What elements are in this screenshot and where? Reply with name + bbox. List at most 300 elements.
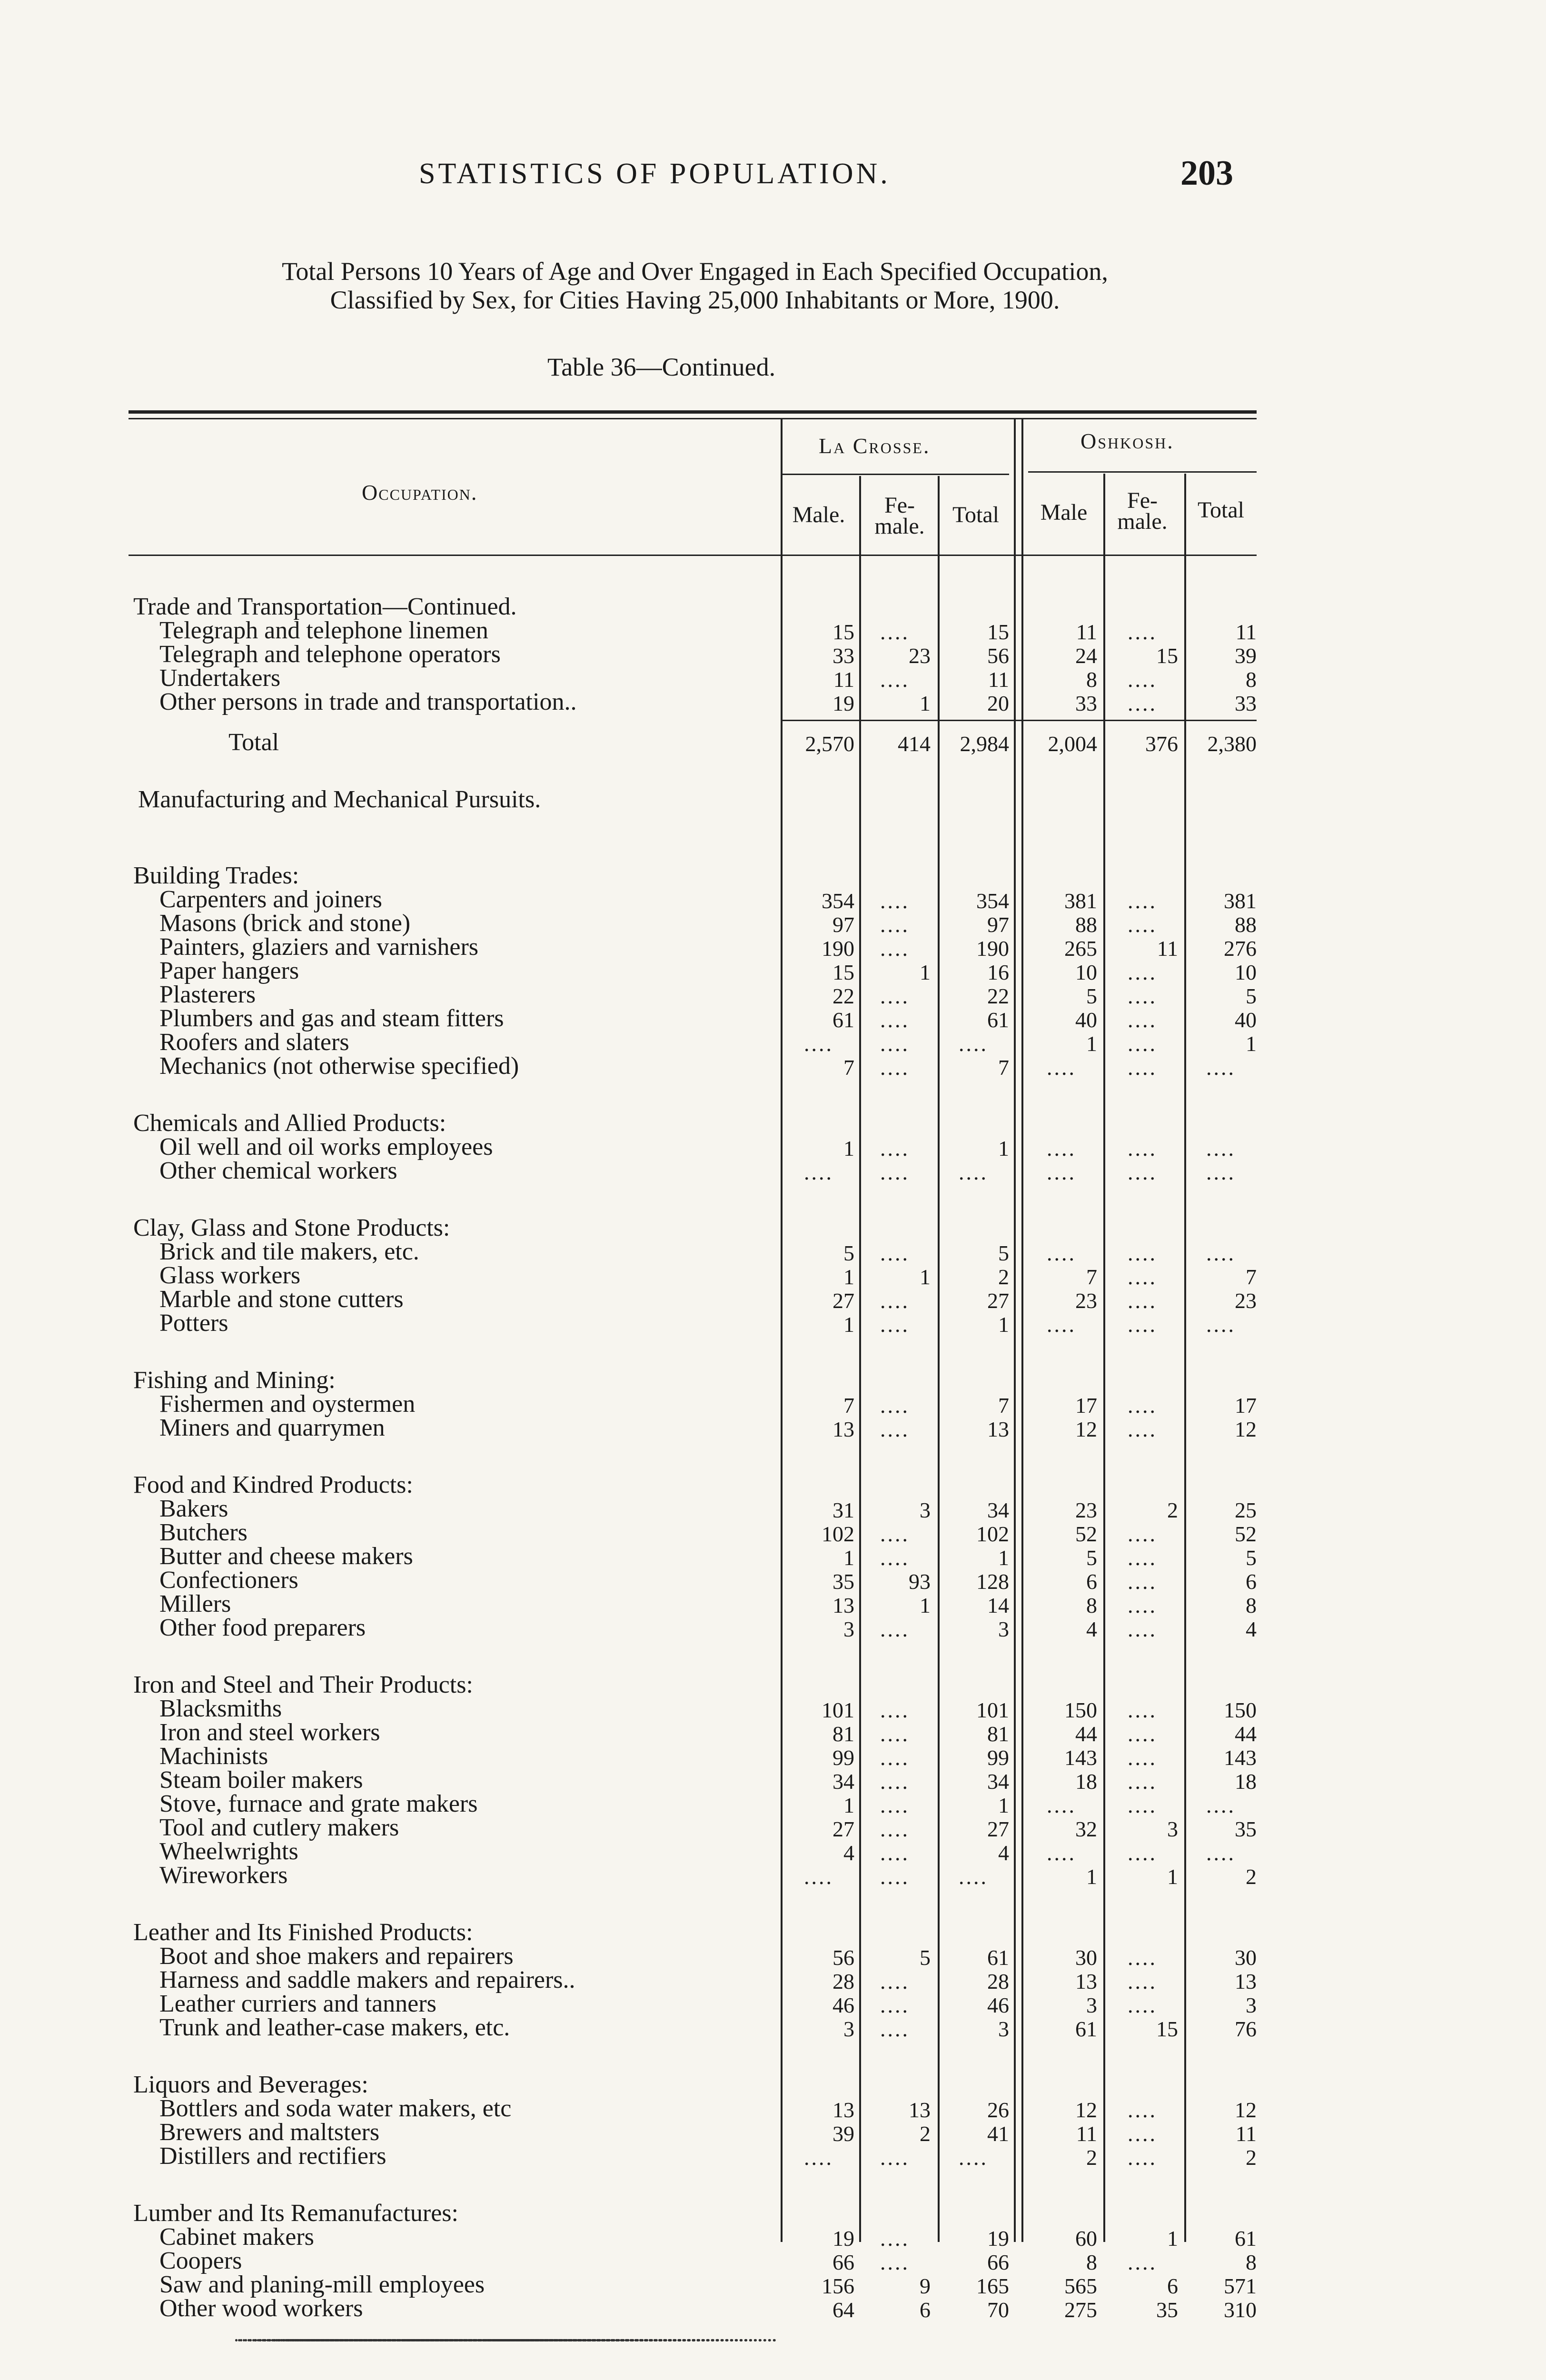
- table-cell: 13: [1075, 1969, 1097, 1993]
- table-row-label: Cabinet makers: [159, 2223, 314, 2251]
- table-cell: 31: [832, 1498, 854, 1522]
- table-row-label: Millers: [159, 1590, 231, 1617]
- table-cell: ....: [1128, 1241, 1157, 1265]
- column-divider: [781, 419, 783, 2242]
- table-row-label: Telegraph and telephone linemen: [159, 617, 488, 644]
- table-cell: 22: [987, 984, 1009, 1008]
- table-cell: 165: [976, 2274, 1009, 2298]
- table-cell: ....: [1128, 1160, 1157, 1184]
- table-cell: 1: [1246, 1031, 1257, 1056]
- table-cell: 46: [987, 1993, 1009, 2017]
- table-cell: 3: [1086, 1993, 1097, 2017]
- total-rule: [781, 720, 1257, 721]
- table-cell: 15: [987, 620, 1009, 644]
- table-cell: ....: [1128, 2145, 1157, 2170]
- table-cell: 97: [832, 912, 854, 937]
- table-cell: 1: [920, 1265, 931, 1289]
- table-cell: 5: [998, 1241, 1009, 1265]
- city-underline-1: [781, 474, 1009, 475]
- table-cell: 52: [1235, 1522, 1257, 1546]
- table-cell: ....: [1128, 1593, 1157, 1617]
- table-cell: 34: [987, 1498, 1009, 1522]
- table-row-label: Saw and planing-mill employees: [159, 2271, 485, 2298]
- table-cell: 28: [832, 1969, 854, 1993]
- table-cell: 15: [1156, 644, 1178, 668]
- table-row-label: Butchers: [159, 1519, 248, 1546]
- table-cell: 32: [1075, 1817, 1097, 1841]
- header-bottom-rule: [129, 555, 1257, 556]
- table-cell: ....: [880, 667, 910, 692]
- table-row-label: Harness and saddle makers and repairers..: [159, 1966, 575, 1993]
- table-cell: 5: [920, 1945, 931, 1970]
- table-cell: ....: [959, 1160, 988, 1184]
- table-row-label: Trunk and leather-case makers, etc.: [159, 2014, 510, 2041]
- table-cell: ....: [1128, 2098, 1157, 2122]
- table-cell: ....: [880, 1241, 910, 1265]
- table-cell: ....: [959, 1031, 988, 1056]
- table-cell: 7: [998, 1055, 1009, 1080]
- table-cell: ....: [1128, 1312, 1157, 1337]
- table-cell: ....: [880, 1817, 910, 1841]
- table-cell: 2,984: [960, 732, 1009, 756]
- table-cell: ....: [880, 1993, 910, 2017]
- table-cell: ....: [1047, 1841, 1076, 1865]
- table-cell: ....: [1128, 1546, 1157, 1570]
- table-cell: ....: [880, 1393, 910, 1418]
- table-cell: 20: [987, 691, 1009, 715]
- table-row-label: Bottlers and soda water makers, etc: [159, 2095, 512, 2122]
- table-cell: ....: [1128, 620, 1157, 644]
- table-cell: 10: [1235, 960, 1257, 984]
- table-cell: 354: [822, 889, 854, 913]
- table-cell: ....: [880, 1160, 910, 1184]
- table-cell: ....: [1206, 1312, 1236, 1337]
- table-cell: ....: [1128, 1722, 1157, 1746]
- table-cell: 8: [1086, 1593, 1097, 1617]
- table-cell: 2,004: [1048, 732, 1097, 756]
- column-group-la-crosse: La Crosse.: [819, 434, 931, 458]
- section-heading: Clay, Glass and Stone Products:: [133, 1214, 450, 1241]
- table-cell: 11: [1235, 620, 1257, 644]
- table-cell: ....: [1206, 1241, 1236, 1265]
- table-row-label: Oil well and oil works employees: [159, 1133, 493, 1160]
- table-cell: 6: [1086, 1569, 1097, 1594]
- table-cell: 1: [843, 1312, 854, 1337]
- table-cell: 1: [920, 1593, 931, 1617]
- table-cell: 9: [920, 2274, 931, 2298]
- table-row-label: Other persons in trade and transportation..: [159, 688, 577, 715]
- header-lacrosse-total: Total: [952, 502, 999, 527]
- table-cell: ....: [880, 2250, 910, 2274]
- table-cell: 61: [987, 1008, 1009, 1032]
- table-cell: ....: [1128, 1055, 1157, 1080]
- table-cell: ....: [880, 1055, 910, 1080]
- table-cell: 381: [1064, 889, 1097, 913]
- table-row-label: Plasterers: [159, 981, 256, 1008]
- column-divider: [1014, 419, 1016, 2242]
- table-cell: 23: [1075, 1498, 1097, 1522]
- table-cell: 76: [1235, 2017, 1257, 2041]
- table-row-label: Other chemical workers: [159, 1157, 397, 1184]
- table-row-label: Telegraph and telephone operators: [159, 641, 501, 668]
- table-row-label: Wireworkers: [159, 1862, 288, 1889]
- table-cell: 354: [976, 889, 1009, 913]
- table-cell: ....: [1128, 2122, 1157, 2146]
- table-cell: 66: [987, 2250, 1009, 2274]
- table-cell: 19: [832, 2226, 854, 2251]
- table-cell: ....: [1128, 1769, 1157, 1794]
- table-caption: [124, 257, 1266, 314]
- table-cell: 2: [1246, 1864, 1257, 1889]
- top-thin-rule: [129, 418, 1257, 419]
- table-row-label: Painters, glaziers and varnishers: [159, 933, 479, 961]
- table-cell: ....: [880, 1745, 910, 1770]
- header-oshkosh-male: Male: [1040, 500, 1088, 525]
- table-row-label: Marble and stone cutters: [159, 1286, 404, 1313]
- table-cell: 1: [1167, 1864, 1178, 1889]
- table-cell: ....: [804, 2145, 833, 2170]
- table-cell: 70: [987, 2298, 1009, 2322]
- table-cell: ....: [1128, 1265, 1157, 1289]
- table-cell: 2: [998, 1265, 1009, 1289]
- table-cell: 12: [1075, 2098, 1097, 2122]
- table-cell: 18: [1235, 1769, 1257, 1794]
- table-cell: 2: [920, 2122, 931, 2146]
- table-cell: ....: [1128, 1745, 1157, 1770]
- table-cell: ....: [1128, 1522, 1157, 1546]
- header-lacrosse-male: Male.: [792, 502, 845, 527]
- table-cell: ....: [1128, 667, 1157, 692]
- table-cell: 1: [843, 1793, 854, 1817]
- table-row-label: Masons (brick and stone): [159, 910, 411, 937]
- table-row-label: Miners and quarrymen: [159, 1414, 385, 1441]
- table-cell: 571: [1224, 2274, 1257, 2298]
- table-cell: 414: [898, 732, 931, 756]
- table-cell: 101: [976, 1698, 1009, 1722]
- table-cell: ....: [880, 1841, 910, 1865]
- table-cell: ....: [1128, 1289, 1157, 1313]
- section-heading: Building Trades:: [133, 862, 299, 889]
- table-cell: 34: [832, 1769, 854, 1794]
- table-cell: 41: [987, 2122, 1009, 2146]
- table-cell: 22: [832, 984, 854, 1008]
- table-cell: ....: [880, 936, 910, 961]
- table-cell: 33: [1075, 691, 1097, 715]
- table-cell: 34: [987, 1769, 1009, 1794]
- table-cell: ....: [880, 1617, 910, 1641]
- table-cell: ....: [1128, 1945, 1157, 1970]
- table-cell: 11: [833, 667, 854, 692]
- table-cell: ....: [880, 1031, 910, 1056]
- total-row-label: Total: [228, 729, 279, 756]
- table-cell: 15: [832, 960, 854, 984]
- table-cell: 99: [987, 1745, 1009, 1770]
- table-cell: 13: [909, 2098, 931, 2122]
- table-cell: 27: [832, 1289, 854, 1313]
- table-cell: 27: [987, 1289, 1009, 1313]
- table-cell: ....: [1128, 1417, 1157, 1441]
- table-cell: ....: [880, 912, 910, 937]
- table-cell: ....: [880, 984, 910, 1008]
- table-cell: 3: [1246, 1993, 1257, 2017]
- table-cell: 46: [832, 1993, 854, 2017]
- column-divider: [1021, 419, 1023, 2242]
- table-cell: ....: [1128, 912, 1157, 937]
- column-divider: [1103, 474, 1105, 2242]
- table-cell: 13: [1235, 1969, 1257, 1993]
- table-cell: ....: [1128, 1008, 1157, 1032]
- table-cell: 56: [832, 1945, 854, 1970]
- table-cell: ....: [1128, 2250, 1157, 2274]
- table-row-label: Fishermen and oystermen: [159, 1390, 416, 1418]
- table-cell: 8: [1246, 667, 1257, 692]
- table-cell: 5: [1086, 1546, 1097, 1570]
- table-row-label: Carpenters and joiners: [159, 886, 382, 913]
- table-cell: 3: [998, 2017, 1009, 2041]
- table-cell: ....: [880, 1289, 910, 1313]
- table-cell: 61: [832, 1008, 854, 1032]
- table-cell: 1: [1167, 2226, 1178, 2251]
- table-cell: 33: [832, 644, 854, 668]
- table-cell: ....: [880, 1312, 910, 1337]
- table-cell: 5: [1246, 1546, 1257, 1570]
- table-cell: 7: [843, 1055, 854, 1080]
- table-cell: ....: [880, 1722, 910, 1746]
- table-cell: 7: [1086, 1265, 1097, 1289]
- table-cell: 64: [832, 2298, 854, 2322]
- table-cell: 97: [987, 912, 1009, 937]
- table-cell: 66: [832, 2250, 854, 2274]
- table-row-label: Iron and steel workers: [159, 1719, 380, 1746]
- table-row-label: Brick and tile makers, etc.: [159, 1238, 419, 1265]
- table-cell: 35: [1235, 1817, 1257, 1841]
- table-cell: 56: [987, 644, 1009, 668]
- table-cell: 2,570: [805, 732, 854, 756]
- header-oshkosh-total: Total: [1198, 497, 1244, 523]
- section-heading: Food and Kindred Products:: [133, 1471, 413, 1498]
- table-cell: 3: [1167, 1817, 1178, 1841]
- table-cell: 3: [843, 2017, 854, 2041]
- table-cell: 33: [1235, 691, 1257, 715]
- running-title: STATISTICS OF POPULATION.: [419, 158, 891, 190]
- table-cell: 8: [1246, 1593, 1257, 1617]
- table-cell: ....: [1128, 1569, 1157, 1594]
- table-row-label: Plumbers and gas and steam fitters: [159, 1005, 504, 1032]
- table-cell: ....: [1128, 1969, 1157, 1993]
- table-cell: 35: [832, 1569, 854, 1594]
- table-cell: ....: [880, 889, 910, 913]
- table-cell: 4: [1246, 1617, 1257, 1641]
- table-cell: ....: [1047, 1793, 1076, 1817]
- table-cell: 3: [998, 1617, 1009, 1641]
- table-cell: 39: [832, 2122, 854, 2146]
- table-cell: 276: [1224, 936, 1257, 961]
- table-cell: 19: [987, 2226, 1009, 2251]
- table-row-label: Distillers and rectifiers: [159, 2142, 386, 2170]
- table-cell: 88: [1075, 912, 1097, 937]
- table-cell: 4: [1086, 1617, 1097, 1641]
- table-cell: ....: [1128, 1031, 1157, 1056]
- table-cell: ....: [1128, 889, 1157, 913]
- table-cell: 5: [843, 1241, 854, 1265]
- table-cell: 11: [988, 667, 1009, 692]
- table-cell: 2,380: [1207, 732, 1257, 756]
- table-cell: 101: [822, 1698, 854, 1722]
- table-row-label: Butter and cheese makers: [159, 1543, 413, 1570]
- table-cell: 11: [1157, 936, 1178, 961]
- table-cell: 102: [976, 1522, 1009, 1546]
- table-row-label: Bakers: [159, 1495, 228, 1522]
- table-cell: ....: [1206, 1055, 1236, 1080]
- table-row-label: Tool and cutlery makers: [159, 1814, 399, 1841]
- table-cell: 376: [1145, 732, 1178, 756]
- table-cell: 15: [1156, 2017, 1178, 2041]
- table-cell: ....: [1128, 1617, 1157, 1641]
- table-cell: 102: [822, 1522, 854, 1546]
- table-cell: ....: [1128, 1841, 1157, 1865]
- table-cell: 12: [1075, 1417, 1097, 1441]
- table-cell: 1: [843, 1546, 854, 1570]
- table-cell: 18: [1075, 1769, 1097, 1794]
- table-cell: 23: [1075, 1289, 1097, 1313]
- table-cell: ....: [880, 1769, 910, 1794]
- table-cell: 4: [998, 1841, 1009, 1865]
- table-cell: 44: [1075, 1722, 1097, 1746]
- table-cell: 39: [1235, 644, 1257, 668]
- table-cell: 61: [987, 1945, 1009, 1970]
- section-heading: Iron and Steel and Their Products:: [133, 1671, 473, 1698]
- table-cell: 81: [832, 1722, 854, 1746]
- table-cell: ....: [880, 1698, 910, 1722]
- table-cell: 7: [998, 1393, 1009, 1418]
- table-cell: ....: [880, 1417, 910, 1441]
- table-cell: 190: [822, 936, 854, 961]
- table-cell: ....: [1128, 691, 1157, 715]
- table-row-label: Glass workers: [159, 1262, 301, 1289]
- table-cell: 1: [843, 1136, 854, 1160]
- table-cell: 8: [1086, 2250, 1097, 2274]
- table-cell: ....: [1047, 1160, 1076, 1184]
- table-cell: 35: [1156, 2298, 1178, 2322]
- table-cell: ....: [880, 1969, 910, 1993]
- table-cell: 93: [909, 1569, 931, 1594]
- page-number: 203: [1180, 154, 1233, 193]
- table-row-label: Mechanics (not otherwise specified): [159, 1052, 519, 1080]
- section-heading: Trade and Transportation—Continued.: [133, 593, 517, 620]
- table-cell: 381: [1224, 889, 1257, 913]
- caption-line-2: Classified by Sex, for Cities Having 25,000 Inhabitants or More, 1900.: [330, 286, 1060, 314]
- table-cell: ....: [880, 1008, 910, 1032]
- table-cell: 13: [832, 2098, 854, 2122]
- table-cell: 14: [987, 1593, 1009, 1617]
- column-group-oshkosh: Oshkosh.: [1080, 429, 1174, 453]
- table-cell: 26: [987, 2098, 1009, 2122]
- table-cell: 265: [1064, 936, 1097, 961]
- table-cell: 23: [1235, 1289, 1257, 1313]
- table-cell: ....: [880, 1793, 910, 1817]
- table-cell: ....: [880, 2145, 910, 2170]
- table-cell: ....: [804, 1864, 833, 1889]
- table-cell: 275: [1064, 2298, 1097, 2322]
- table-cell: 30: [1235, 1945, 1257, 1970]
- table-cell: 13: [832, 1417, 854, 1441]
- table-cell: ....: [880, 2017, 910, 2041]
- table-cell: ....: [1128, 1136, 1157, 1160]
- table-cell: ....: [1047, 1312, 1076, 1337]
- table-row-label: Boot and shoe makers and repairers: [159, 1943, 514, 1970]
- table-row-label: Paper hangers: [159, 957, 299, 984]
- table-row-label: Other wood workers: [159, 2295, 363, 2322]
- table-cell: 4: [843, 1841, 854, 1865]
- table-cell: 12: [1235, 2098, 1257, 2122]
- table-cell: 190: [976, 936, 1009, 961]
- table-cell: 27: [832, 1817, 854, 1841]
- table-cell: 1: [920, 960, 931, 984]
- table-cell: 7: [1246, 1265, 1257, 1289]
- header-oshkosh-female: Fe-male.: [1117, 488, 1168, 534]
- table-row-label: Wheelwrights: [159, 1838, 298, 1865]
- table-cell: 27: [987, 1817, 1009, 1841]
- table-cell: 150: [1064, 1698, 1097, 1722]
- table-cell: ....: [804, 1031, 833, 1056]
- table-cell: 1: [998, 1546, 1009, 1570]
- table-row-label: Undertakers: [159, 664, 281, 692]
- table-cell: ....: [1128, 960, 1157, 984]
- table-cell: ....: [1047, 1136, 1076, 1160]
- table-row-label: Stove, furnace and grate makers: [159, 1790, 478, 1817]
- table-cell: ....: [880, 1136, 910, 1160]
- table-cell: 61: [1075, 2017, 1097, 2041]
- table-cell: 8: [1086, 667, 1097, 692]
- table-cell: 10: [1075, 960, 1097, 984]
- table-cell: 6: [1246, 1569, 1257, 1594]
- table-cell: ....: [804, 1160, 833, 1184]
- table-cell: 5: [1086, 984, 1097, 1008]
- table-cell: 24: [1075, 644, 1097, 668]
- section-heading: Liquors and Beverages:: [133, 2071, 368, 2098]
- table-cell: 17: [1235, 1393, 1257, 1418]
- table-cell: 99: [832, 1745, 854, 1770]
- table-cell: ....: [1128, 1993, 1157, 2017]
- table-cell: 40: [1235, 1008, 1257, 1032]
- table-cell: 6: [1167, 2274, 1178, 2298]
- table-row-label: Leather curriers and tanners: [159, 1990, 436, 2017]
- table-cell: ....: [1128, 1698, 1157, 1722]
- table-row-label: Machinists: [159, 1743, 268, 1770]
- table-cell: ....: [1047, 1055, 1076, 1080]
- table-cell: ....: [880, 1522, 910, 1546]
- table-cell: 1: [998, 1793, 1009, 1817]
- section-heading: Manufacturing and Mechanical Pursuits.: [138, 786, 541, 813]
- table-cell: 23: [909, 644, 931, 668]
- table-row-label: Other food preparers: [159, 1614, 366, 1641]
- table-cell: 30: [1075, 1945, 1097, 1970]
- table-cell: 11: [1076, 620, 1097, 644]
- table-cell: 150: [1224, 1698, 1257, 1722]
- section-heading: Leather and Its Finished Products:: [133, 1919, 473, 1946]
- table-cell: ....: [1206, 1160, 1236, 1184]
- table-cell: ....: [959, 1864, 988, 1889]
- column-header-occupation: Occupation.: [362, 480, 478, 505]
- table-cell: 11: [1076, 2122, 1097, 2146]
- table-cell: 8: [1246, 2250, 1257, 2274]
- table-cell: 81: [987, 1722, 1009, 1746]
- table-cell: ....: [1128, 1793, 1157, 1817]
- section-heading: Chemicals and Allied Products:: [133, 1110, 446, 1137]
- table-cell: 7: [843, 1393, 854, 1418]
- table-cell: 1: [1086, 1864, 1097, 1889]
- table-cell: 2: [1246, 2145, 1257, 2170]
